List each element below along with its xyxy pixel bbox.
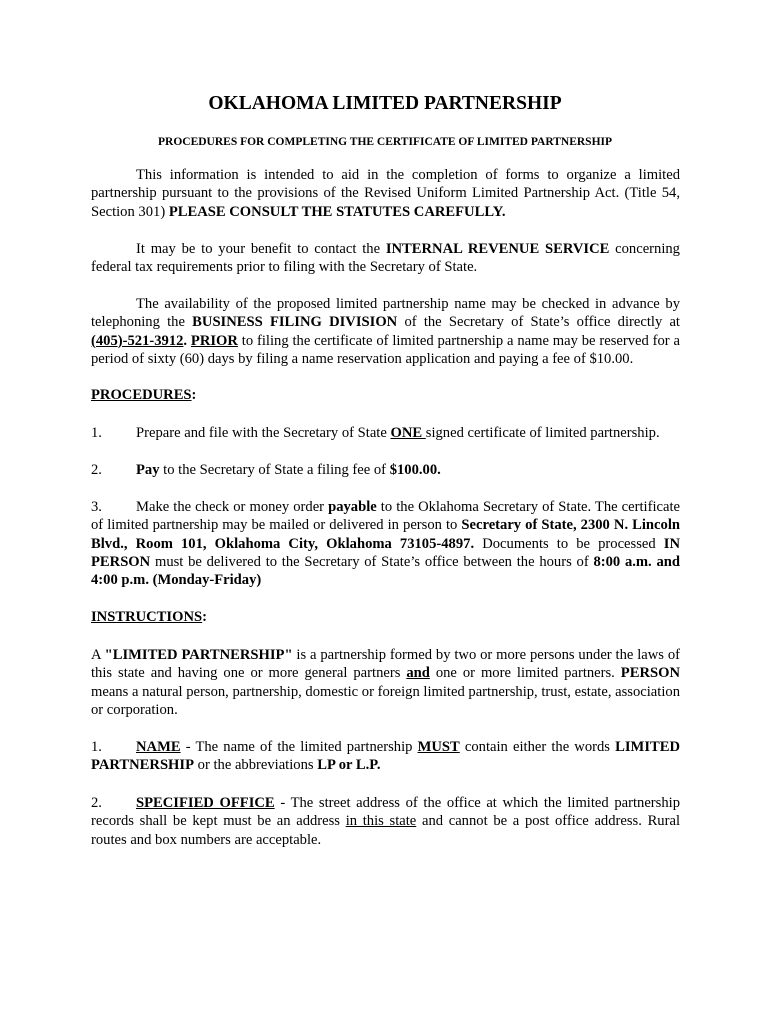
document-title: OKLAHOMA LIMITED PARTNERSHIP xyxy=(208,93,562,114)
instruction-label: SPECIFIED OFFICE xyxy=(136,795,275,811)
intro-text: This information is intended to aid in the completion of forms to organize a limited partnership pursuant to the provisions of the Revised Uniform Limited Partnership Act. (Title 54, Section 301) xyxy=(91,167,680,220)
document-subtitle: PROCEDURES FOR COMPLETING THE CERTIFICATE OF LIMITED PARTNERSHIP xyxy=(157,136,613,148)
procedure-text: Prepare and file with the Secretary of State xyxy=(136,425,391,441)
procedures-heading-text: PROCEDURES xyxy=(91,387,192,403)
availability-text-4: to filing the certificate of limited partnership a name may be reserved for a period of sixty (60) days by filing a name reservation application and paying a fee of $10.00. xyxy=(91,332,680,367)
phone-number: (405)-521-3912 xyxy=(91,332,184,349)
definition-paragraph xyxy=(91,646,680,719)
procedure-emphasis: payable xyxy=(328,499,377,515)
instruction-emphasis: LIMITED PARTNERSHIP xyxy=(91,739,680,774)
instruction-text: or the abbreviations xyxy=(194,757,318,774)
procedure-text: signed certificate of limited partnership. xyxy=(425,425,660,441)
irs-paragraph xyxy=(91,240,680,277)
procedure-text: must be delivered to the Secretary of State’s office between the hours of xyxy=(150,553,594,570)
procedure-emphasis: ONE xyxy=(390,425,426,441)
instruction-label: NAME xyxy=(136,739,181,755)
definition-text: A xyxy=(91,647,105,663)
procedure-item-2 xyxy=(91,461,680,479)
instruction-text: contain either the words xyxy=(459,739,616,755)
definition-text: one or more limited partners. xyxy=(429,665,621,682)
prior-label: PRIOR xyxy=(190,332,238,349)
availability-text-1: The availability of the proposed limited partnership name may be checked in advance by telephoning the xyxy=(91,296,680,331)
procedure-text: to the Oklahoma Secretary of State. The certificate of limited partnership may be mailed or delivered in person to xyxy=(91,499,681,534)
procedure-item-1 xyxy=(91,424,680,442)
instruction-text: - The street address of the office at which the limited partnership records shall be kept must be an address xyxy=(91,795,680,830)
definition-term: "LIMITED PARTNERSHIP" xyxy=(104,647,293,663)
procedures-heading xyxy=(91,387,196,404)
instruction-text: - The name of the limited partnership xyxy=(180,739,418,755)
procedure-item-3 xyxy=(91,498,680,589)
procedure-emphasis: Pay xyxy=(136,462,160,478)
instructions-heading-colon: : xyxy=(202,609,207,625)
intro-warning: PLEASE CONSULT THE STATUTES CAREFULLY. xyxy=(168,203,506,220)
definition-text: means a natural person, partnership, domestic or foreign limited partnership, trust, estate, association or corporation. xyxy=(91,683,680,718)
intro-paragraph xyxy=(91,166,680,221)
filing-fee: $100.00. xyxy=(389,462,441,478)
procedure-text: to the Secretary of State a filing fee of xyxy=(159,462,390,478)
instructions-heading xyxy=(91,609,207,626)
procedure-text: Documents to be processed xyxy=(474,535,664,552)
definition-emphasis: and xyxy=(406,665,430,682)
availability-paragraph xyxy=(91,295,680,368)
instruction-emphasis: in this state xyxy=(345,813,417,830)
person-term: PERSON xyxy=(620,665,680,682)
instructions-heading-text: INSTRUCTIONS xyxy=(91,609,203,625)
instruction-number: 1. xyxy=(91,739,102,755)
irs-text-2: concerning federal tax requirements prior to filing with the Secretary of State. xyxy=(91,241,680,276)
secretary-address: Secretary of State, 2300 N. Lincoln Blvd., Room 101, Oklahoma City, Oklahoma 73105-4897. xyxy=(91,517,680,552)
instruction-emphasis: MUST xyxy=(417,739,460,755)
instruction-item-2 xyxy=(91,794,680,849)
procedures-heading-colon: : xyxy=(191,387,197,403)
instruction-item-1 xyxy=(91,738,680,775)
instruction-emphasis: LP or L.P. xyxy=(317,757,381,774)
business-filing-division: BUSINESS FILING DIVISION xyxy=(192,314,398,331)
office-hours: 8:00 a.m. and 4:00 p.m. (Monday-Friday) xyxy=(91,553,680,589)
procedure-emphasis: IN PERSON xyxy=(91,535,680,570)
irs-name: INTERNAL REVENUE SERVICE xyxy=(385,241,610,257)
definition-text: is a partnership formed by two or more persons under the laws of this state and having one or more general partners xyxy=(91,647,680,682)
availability-text-2: of the Secretary of State’s office directly at xyxy=(397,314,680,331)
procedure-number: 3. xyxy=(91,499,102,515)
availability-text-3: . xyxy=(183,332,191,349)
instruction-text: and cannot be a post office address. Rural routes and box numbers are acceptable. xyxy=(91,813,680,848)
instruction-number: 2. xyxy=(91,795,102,811)
procedure-text: Make the check or money order xyxy=(136,499,329,515)
procedure-number: 2. xyxy=(91,462,102,478)
irs-text-1: It may be to your benefit to contact the xyxy=(136,241,386,257)
procedure-number: 1. xyxy=(91,425,102,441)
